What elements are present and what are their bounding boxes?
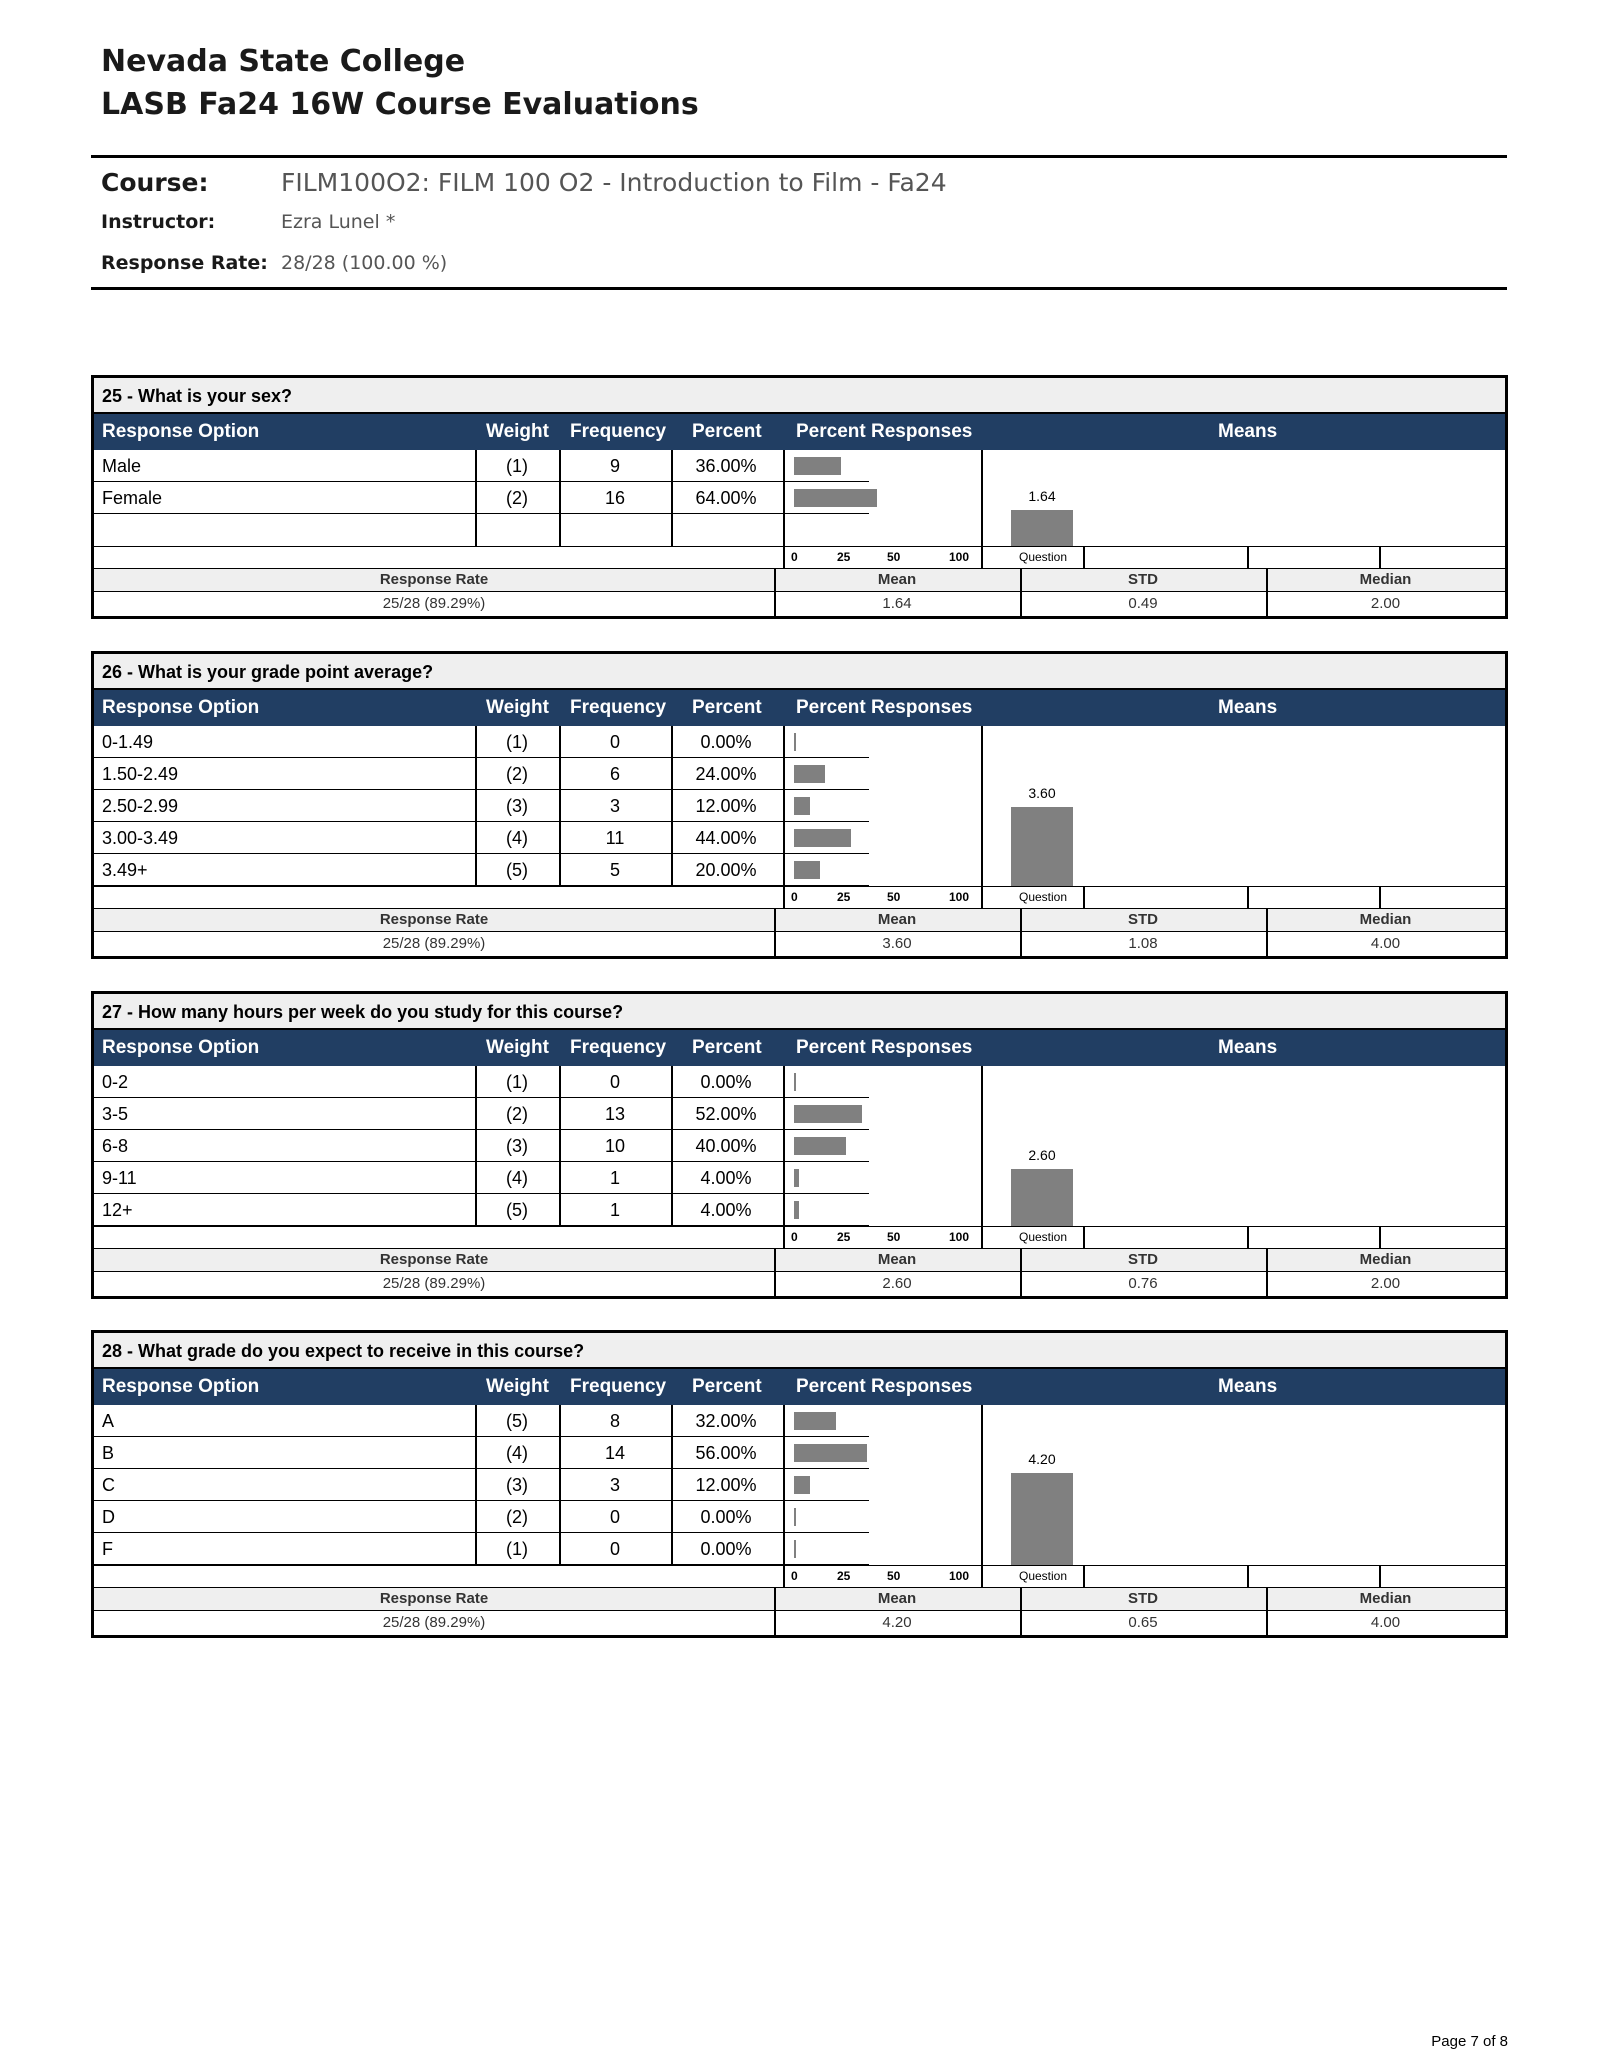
stats-divider [1266,932,1268,956]
frequency-value: 0 [609,1507,620,1527]
stats-divider [774,1272,776,1296]
header-percent: Percent [692,1376,762,1397]
response-row [94,1469,869,1501]
question-body [94,726,1505,956]
stats-divider [1266,569,1268,593]
axis-divider [783,887,785,909]
percent-bar [794,1073,796,1091]
response-row [94,758,869,790]
header-response-option: Response Option [102,697,260,718]
axis-tick: 25 [837,1230,851,1244]
instructor-label: Instructor: [101,211,216,233]
percent-value: 4.00% [700,1200,752,1220]
frequency-value: 10 [604,1136,626,1156]
header-percent: Percent [692,697,762,718]
percent-bar [794,1540,796,1558]
percent-bar [794,1476,810,1494]
weight-value: (4) [506,1443,528,1463]
percent-bar [794,1508,796,1526]
stats-value-row [94,592,1505,616]
option-label: F [102,1539,113,1559]
frequency-value: 8 [609,1411,620,1431]
question-body [94,1405,1505,1635]
stats-mean: 4.20 [882,1614,912,1631]
mean-bar [1011,807,1073,886]
frequency-value: 3 [609,796,620,816]
axis-divider [783,547,785,569]
axis-divider [1379,1227,1381,1249]
column-header-row [94,414,1505,450]
header-percent-responses: Percent Responses [796,1376,973,1397]
mean-bar [1011,510,1073,546]
means-question-label: Question [1019,890,1068,904]
percent-bar [794,861,820,879]
stats-divider [1266,1272,1268,1296]
report-title: LASB Fa24 16W Course Evaluations [101,87,699,122]
axis-divider [1083,1566,1085,1588]
axis-divider [783,1227,785,1249]
stats-median: 2.00 [1370,595,1401,612]
percent-bar [794,1201,799,1219]
means-divider [981,726,983,908]
response-rate-value: 28/28 (100.00 %) [281,252,448,274]
percent-bar [794,797,810,815]
percent-value: 0.00% [700,732,752,752]
stats-mean-label: Mean [877,571,917,588]
frequency-value: 3 [609,1475,620,1495]
percent-axis-row [94,886,1505,908]
axis-tick: 0 [791,550,798,564]
axis-divider [981,1566,983,1588]
frequency-value: 6 [609,764,620,784]
header-rule-top [91,155,1507,158]
stats-divider [1020,909,1022,933]
stats-std: 0.49 [1128,595,1158,612]
percent-bar [794,489,877,507]
axis-divider [981,1227,983,1249]
column-header-row [94,1030,1505,1066]
weight-value: (5) [506,860,528,880]
stats-divider [774,1611,776,1635]
stats-median-label: Median [1359,911,1412,928]
stats-divider [1266,1588,1268,1612]
stats-median: 4.00 [1370,935,1401,952]
percent-value: 12.00% [695,1475,757,1495]
option-label: A [102,1411,115,1431]
stats-divider [1266,1249,1268,1273]
stats-divider [774,569,776,593]
percent-bar [794,457,841,475]
question-title: 25 - What is your sex? [94,378,1505,414]
weight-value: (3) [506,1475,528,1495]
stats-divider [1020,932,1022,956]
percent-value: 44.00% [695,828,757,848]
response-row [94,1437,869,1469]
stats-median-label: Median [1359,571,1412,588]
weight-value: (1) [506,1072,528,1092]
response-row [94,1098,869,1130]
stats-divider [1266,909,1268,933]
stats-divider [1020,1249,1022,1273]
option-label: D [102,1507,115,1527]
question-body [94,450,1505,616]
frequency-value: 1 [609,1168,620,1188]
response-row [94,482,869,514]
percent-value: 40.00% [695,1136,757,1156]
response-row [94,1501,869,1533]
axis-divider [1247,1566,1249,1588]
option-label: 12+ [102,1200,133,1220]
question-block [91,1330,1508,1638]
stats-response-rate-label: Response Rate [379,1251,489,1268]
stats-median-label: Median [1359,1590,1412,1607]
axis-tick: 0 [791,1569,798,1583]
institution-name: Nevada State College [101,44,466,79]
stats-divider [774,909,776,933]
question-body [94,1066,1505,1296]
stats-response-rate-label: Response Rate [379,571,489,588]
stats-mean: 3.60 [882,935,912,952]
percent-bar [794,829,851,847]
weight-value: (1) [506,456,528,476]
axis-divider [1379,887,1381,909]
header-frequency: Frequency [570,1037,667,1058]
stats-response-rate: 25/28 (89.29%) [382,595,486,612]
question-title: 27 - How many hours per week do you study for this course? [94,994,1505,1030]
axis-divider [1247,547,1249,569]
stats-mean-label: Mean [877,1251,917,1268]
mean-bar-label: 3.60 [1028,784,1056,801]
stats-response-rate: 25/28 (89.29%) [382,1614,486,1631]
percent-axis-row [94,1565,1505,1587]
means-question-label: Question [1019,550,1068,564]
stats-divider [1020,569,1022,593]
option-label: 1.50-2.49 [102,764,179,784]
frequency-value: 11 [605,828,625,848]
axis-tick: 100 [949,890,970,904]
percent-value: 20.00% [695,860,757,880]
percent-bar [794,765,825,783]
option-label: 3.49+ [102,860,148,880]
axis-divider [1247,887,1249,909]
weight-value: (3) [506,1136,528,1156]
percent-value: 12.00% [695,796,757,816]
percent-value: 24.00% [695,764,757,784]
weight-value: (2) [506,1507,528,1527]
stats-divider [1020,592,1022,616]
stats-std-label: STD [1128,1590,1158,1607]
axis-tick: 0 [791,1230,798,1244]
weight-value: (1) [506,732,528,752]
stats-divider [1266,1611,1268,1635]
axis-tick: 100 [949,550,970,564]
header-percent-responses: Percent Responses [796,421,973,442]
option-label: Male [102,456,142,476]
stats-value-row [94,1611,1505,1635]
option-label: 0-2 [102,1072,129,1092]
stats-std-label: STD [1128,1251,1158,1268]
frequency-value: 5 [609,860,620,880]
axis-tick: 50 [887,1569,901,1583]
stats-divider [774,1249,776,1273]
instructor-value: Ezra Lunel * [281,211,396,233]
header-percent: Percent [692,1037,762,1058]
percent-bar [794,1105,862,1123]
weight-value: (2) [506,488,528,508]
response-row [94,822,869,854]
stats-std: 0.76 [1128,1275,1158,1292]
percent-value: 52.00% [695,1104,757,1124]
mean-bar [1011,1473,1073,1565]
stats-mean-label: Mean [877,911,917,928]
stats-divider [774,1588,776,1612]
response-row [94,1066,869,1098]
mean-bar [1011,1169,1073,1226]
header-response-option: Response Option [102,1037,260,1058]
question-block [91,375,1508,619]
mean-bar-label: 1.64 [1028,487,1056,504]
frequency-value: 9 [609,456,620,476]
question-block [91,991,1508,1299]
percent-axis-row [94,1226,1505,1248]
header-frequency: Frequency [570,1376,667,1397]
frequency-value: 14 [604,1443,626,1463]
response-row [94,1162,869,1194]
percent-value: 36.00% [695,456,757,476]
percent-value: 0.00% [700,1539,752,1559]
weight-value: (4) [506,828,528,848]
percent-value: 0.00% [700,1072,752,1092]
percent-value: 4.00% [700,1168,752,1188]
mean-bar-label: 2.60 [1028,1146,1056,1163]
course-label: Course: [101,168,209,197]
response-row [94,790,869,822]
stats-header-row [94,1248,1505,1272]
header-means: Means [1218,697,1278,718]
means-question-label: Question [1019,1230,1068,1244]
option-label: 3-5 [102,1104,129,1124]
axis-tick: 50 [887,550,901,564]
mean-bar-label: 4.20 [1028,1450,1056,1467]
column-header-row [94,690,1505,726]
axis-divider [1379,1566,1381,1588]
axis-divider [981,547,983,569]
option-label: Female [102,488,163,508]
stats-response-rate: 25/28 (89.29%) [382,1275,486,1292]
stats-response-rate-label: Response Rate [379,911,489,928]
means-divider [981,1066,983,1248]
option-label: 9-11 [102,1168,137,1188]
frequency-value: 0 [609,1072,620,1092]
header-response-option: Response Option [102,1376,260,1397]
response-row [94,1405,869,1437]
stats-mean: 2.60 [882,1275,912,1292]
weight-value: (5) [506,1200,528,1220]
header-weight: Weight [486,1376,549,1397]
percent-bar [794,733,796,751]
header-means: Means [1218,1037,1278,1058]
header-weight: Weight [486,421,549,442]
header-percent-responses: Percent Responses [796,1037,973,1058]
header-percent: Percent [692,421,762,442]
response-row [94,854,869,886]
weight-value: (1) [506,1539,528,1559]
header-means: Means [1218,1376,1278,1397]
stats-divider [774,932,776,956]
means-divider [981,1405,983,1587]
stats-median: 2.00 [1370,1275,1401,1292]
stats-std: 1.08 [1128,935,1158,952]
stats-response-rate: 25/28 (89.29%) [382,935,486,952]
axis-tick: 25 [837,550,851,564]
response-rate-label: Response Rate: [101,252,268,274]
stats-divider [774,592,776,616]
option-label: 0-1.49 [102,732,154,752]
option-label: 2.50-2.99 [102,796,179,816]
weight-value: (2) [506,1104,528,1124]
axis-divider [981,887,983,909]
stats-header-row [94,908,1505,932]
response-row [94,1194,869,1226]
percent-value: 32.00% [695,1411,757,1431]
frequency-value: 16 [604,488,626,508]
option-label: C [102,1475,115,1495]
header-frequency: Frequency [570,421,667,442]
stats-divider [1266,592,1268,616]
axis-tick: 100 [949,1569,970,1583]
course-value: FILM100O2: FILM 100 O2 - Introduction to Film - Fa24 [281,168,947,197]
stats-mean: 1.64 [882,595,912,612]
option-label: 3.00-3.49 [102,828,179,848]
axis-tick: 100 [949,1230,970,1244]
axis-divider [783,1566,785,1588]
stats-divider [1020,1272,1022,1296]
weight-value: (2) [506,764,528,784]
weight-value: (5) [506,1411,528,1431]
stats-mean-label: Mean [877,1590,917,1607]
axis-divider [1083,1227,1085,1249]
question-title: 26 - What is your grade point average? [94,654,1505,690]
frequency-value: 13 [604,1104,626,1124]
weight-value: (4) [506,1168,528,1188]
percent-value: 0.00% [700,1507,752,1527]
axis-tick: 0 [791,890,798,904]
option-label: B [102,1443,115,1463]
header-weight: Weight [486,1037,549,1058]
response-row [94,450,869,482]
stats-response-rate-label: Response Rate [379,1590,489,1607]
axis-tick: 50 [887,1230,901,1244]
axis-divider [1247,1227,1249,1249]
percent-bar [794,1412,836,1430]
frequency-value: 0 [609,1539,620,1559]
frequency-value: 0 [609,732,620,752]
header-frequency: Frequency [570,697,667,718]
option-label: 6-8 [102,1136,129,1156]
header-response-option: Response Option [102,421,260,442]
stats-divider [1020,1588,1022,1612]
stats-value-row [94,932,1505,956]
stats-median-label: Median [1359,1251,1412,1268]
stats-std-label: STD [1128,571,1158,588]
weight-value: (3) [506,796,528,816]
stats-std-label: STD [1128,911,1158,928]
header-rule-bottom [91,287,1507,290]
stats-median: 4.00 [1370,1614,1401,1631]
stats-value-row [94,1272,1505,1296]
response-row [94,1130,869,1162]
header-percent-responses: Percent Responses [796,697,973,718]
axis-divider [1083,547,1085,569]
stats-divider [1020,1611,1022,1635]
stats-header-row [94,568,1505,592]
column-header-row [94,1369,1505,1405]
stats-std: 0.65 [1128,1614,1158,1631]
page-number: Page 7 of 8 [1431,2033,1508,2050]
axis-divider [1379,547,1381,569]
axis-tick: 25 [837,1569,851,1583]
percent-bar [794,1444,867,1462]
question-title: 28 - What grade do you expect to receive in this course? [94,1333,1505,1369]
axis-divider [1083,887,1085,909]
header-weight: Weight [486,697,549,718]
response-row [94,726,869,758]
report-header [101,40,699,126]
percent-bar [794,1169,799,1187]
means-question-label: Question [1019,1569,1068,1583]
header-means: Means [1218,421,1278,442]
percent-value: 64.00% [695,488,757,508]
axis-tick: 50 [887,890,901,904]
question-block [91,651,1508,959]
percent-bar [794,1137,846,1155]
axis-tick: 25 [837,890,851,904]
frequency-value: 1 [609,1200,620,1220]
response-row [94,1533,869,1565]
percent-axis-row [94,546,1505,568]
stats-header-row [94,1587,1505,1611]
percent-value: 56.00% [695,1443,757,1463]
